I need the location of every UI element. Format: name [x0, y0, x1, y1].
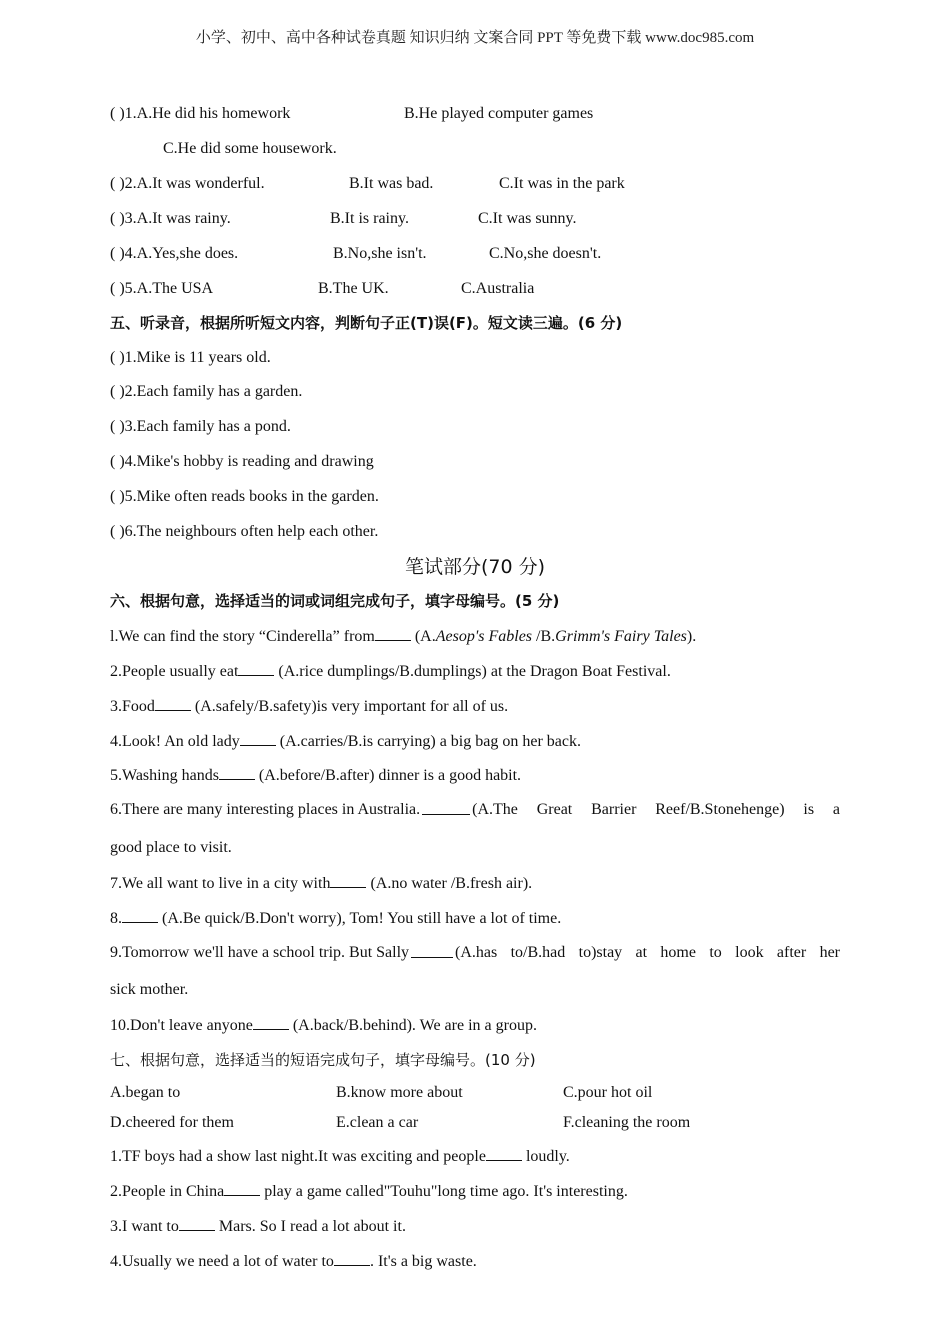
page-header: 小学、初中、高中各种试卷真题 知识归纳 文案合同 PPT 等免费下载 www.doc985.com: [195, 30, 755, 46]
s4-q3-a: ( )3.A.It was rainy.: [110, 210, 231, 227]
s4-q4-b: B.No,she isn't.: [333, 245, 427, 262]
s7-title: 七、根据句意，选择适当的短语完成句子，填字母编号。(10 分): [110, 1051, 536, 1069]
s6-q2-opt: (A.rice dumplings/B.dumplings) at the Dragon Boat Festival.: [274, 663, 671, 680]
s4-q3: [110, 209, 577, 229]
s7-q4-text: 4.Usually we need a lot of water to: [110, 1253, 334, 1270]
s6-q6-text: 6.There are many interesting places in Australia.: [110, 801, 421, 818]
s6-q3-opt: (A.safely/B.safety)is very important for all of us.: [190, 698, 509, 715]
s6-q6: [110, 800, 840, 820]
answer-blank[interactable]: [334, 1251, 370, 1266]
s6-q1: [110, 626, 696, 647]
answer-blank[interactable]: [238, 661, 274, 676]
s6-q9-text: 9.Tomorrow we'll have a school trip. But Sally: [110, 944, 410, 961]
s7-q3-end: Mars. So I read a lot about it.: [214, 1218, 406, 1235]
s4-q3-b: B.It is rainy.: [330, 210, 409, 227]
s5-item-5: ( )5.Mike often reads books in the garden.: [110, 488, 379, 505]
s6-q1-sep: /B.: [532, 628, 556, 645]
answer-blank[interactable]: [179, 1216, 215, 1231]
s5-item-6: ( )6.The neighbours often help each other.: [110, 523, 379, 540]
s7-option-a: A.began to: [110, 1084, 181, 1101]
s6-q2-text: 2.People usually eat: [110, 663, 239, 680]
answer-blank[interactable]: [422, 800, 470, 815]
s6-q8: [110, 908, 561, 929]
answer-blank[interactable]: [219, 765, 255, 780]
s7-q4: [110, 1251, 477, 1272]
s4-q1: [110, 104, 594, 124]
s7-q2: [110, 1181, 628, 1202]
s7-q4-end: . It's a big waste.: [369, 1253, 477, 1270]
s6-q5: [110, 765, 521, 786]
s4-q2: [110, 174, 625, 194]
s6-q1-opt: (A.: [410, 628, 436, 645]
s7-q2-end: play a game called"Touhu"long time ago. It's interesting.: [260, 1183, 628, 1200]
s4-q1-c: C.He did some housework.: [163, 140, 337, 157]
answer-blank[interactable]: [240, 731, 276, 746]
s6-q2: [110, 661, 671, 682]
s7-option-f: F.cleaning the room: [563, 1114, 691, 1131]
s7-option-d: D.cheered for them: [110, 1114, 234, 1131]
s4-q5-c: C.Australia: [461, 280, 535, 297]
s7-q1-text: 1.TF boys had a show last night.It was exciting and people: [110, 1148, 486, 1165]
s7-q1-end: loudly.: [521, 1148, 570, 1165]
s7-q3-text: 3.I want to: [110, 1218, 179, 1235]
s6-q8-opt: (A.Be quick/B.Don't worry), Tom! You still have a lot of time.: [158, 910, 562, 927]
s7-q1: [110, 1146, 570, 1167]
s7-q2-text: 2.People in China: [110, 1183, 225, 1200]
s6-q3-text: 3.Food: [110, 698, 155, 715]
s6-q10: [110, 1015, 537, 1036]
s4-q1-b: B.He played computer games: [404, 105, 594, 122]
s6-q10-text: 10.Don't leave anyone: [110, 1017, 253, 1034]
s4-q5: [110, 279, 535, 299]
s6-q8-text: 8.: [110, 910, 122, 927]
s6-title: 六、根据句意，选择适当的词或词组完成句子，填字母编号。(5 分): [110, 592, 560, 610]
answer-blank[interactable]: [253, 1015, 289, 1030]
s5-title: 五、听录音，根据所听短文内容，判断句子正(T)误(F)。短文读三遍。(6 分): [110, 314, 623, 332]
s6-q4-text: 4.Look! An old lady: [110, 733, 240, 750]
s6-q7: [110, 873, 532, 894]
s4-q4-a: ( )4.A.Yes,she does.: [110, 245, 239, 262]
answer-blank[interactable]: [155, 696, 191, 711]
s6-q10-opt: (A.back/B.behind). We are in a group.: [288, 1017, 537, 1034]
s6-q1-text: l.We can find the story “Cinderella” from: [110, 628, 375, 645]
s4-q5-a: ( )5.A.The USA: [110, 280, 214, 297]
s7-q3: [110, 1216, 406, 1237]
answer-blank[interactable]: [486, 1146, 522, 1161]
s6-q9: [110, 943, 840, 963]
written-part-title: 笔试部分(70 分): [404, 556, 546, 578]
s6-q1-opt-b: Grimm's Fairy Tales: [555, 628, 687, 645]
s4-q2-a: ( )2.A.It was wonderful.: [110, 175, 265, 192]
s5-item-3: ( )3.Each family has a pond.: [110, 418, 291, 435]
s4-q3-c: C.It was sunny.: [478, 210, 577, 227]
s6-q9-cont: sick mother.: [110, 981, 189, 998]
answer-blank[interactable]: [224, 1181, 260, 1196]
s4-q4-c: C.No,she doesn't.: [489, 245, 602, 262]
s7-option-c: C.pour hot oil: [563, 1084, 653, 1101]
answer-blank[interactable]: [411, 943, 453, 958]
s6-q7-opt: (A.no water /B.fresh air).: [366, 875, 533, 892]
s4-q4: [110, 244, 602, 264]
s4-q2-b: B.It was bad.: [349, 175, 434, 192]
s6-q7-text: 7.We all want to live in a city with: [110, 875, 331, 892]
s4-q5-b: B.The UK.: [318, 280, 389, 297]
s6-q9-opt: (A.has to/B.had to)stay at home to look after her: [455, 944, 840, 961]
s6-q1-opt-a: Aesop's Fables: [435, 628, 533, 645]
s4-q2-c: C.It was in the park: [499, 175, 625, 192]
s5-item-1: ( )1.Mike is 11 years old.: [110, 349, 271, 366]
s5-item-2: ( )2.Each family has a garden.: [110, 383, 303, 400]
s4-q1-a: ( )1.A.He did his homework: [110, 105, 291, 122]
s6-q1-end: ).: [686, 628, 697, 645]
answer-blank[interactable]: [330, 873, 366, 888]
s5-item-4: ( )4.Mike's hobby is reading and drawing: [110, 453, 374, 470]
s6-q4-opt: (A.carries/B.is carrying) a big bag on her back.: [275, 733, 581, 750]
s6-q5-opt: (A.before/B.after) dinner is a good habit.: [254, 767, 522, 784]
answer-blank[interactable]: [375, 626, 411, 641]
s6-q6-cont: good place to visit.: [110, 839, 232, 856]
s7-option-b: B.know more about: [336, 1084, 463, 1101]
s6-q4: [110, 731, 581, 752]
s6-q3: [110, 696, 508, 717]
s6-q6-opt: (A.The Great Barrier Reef/B.Stonehenge) is a: [472, 801, 840, 818]
answer-blank[interactable]: [122, 908, 158, 923]
s6-q5-text: 5.Washing hands: [110, 767, 219, 784]
s7-option-e: E.clean a car: [336, 1114, 419, 1131]
